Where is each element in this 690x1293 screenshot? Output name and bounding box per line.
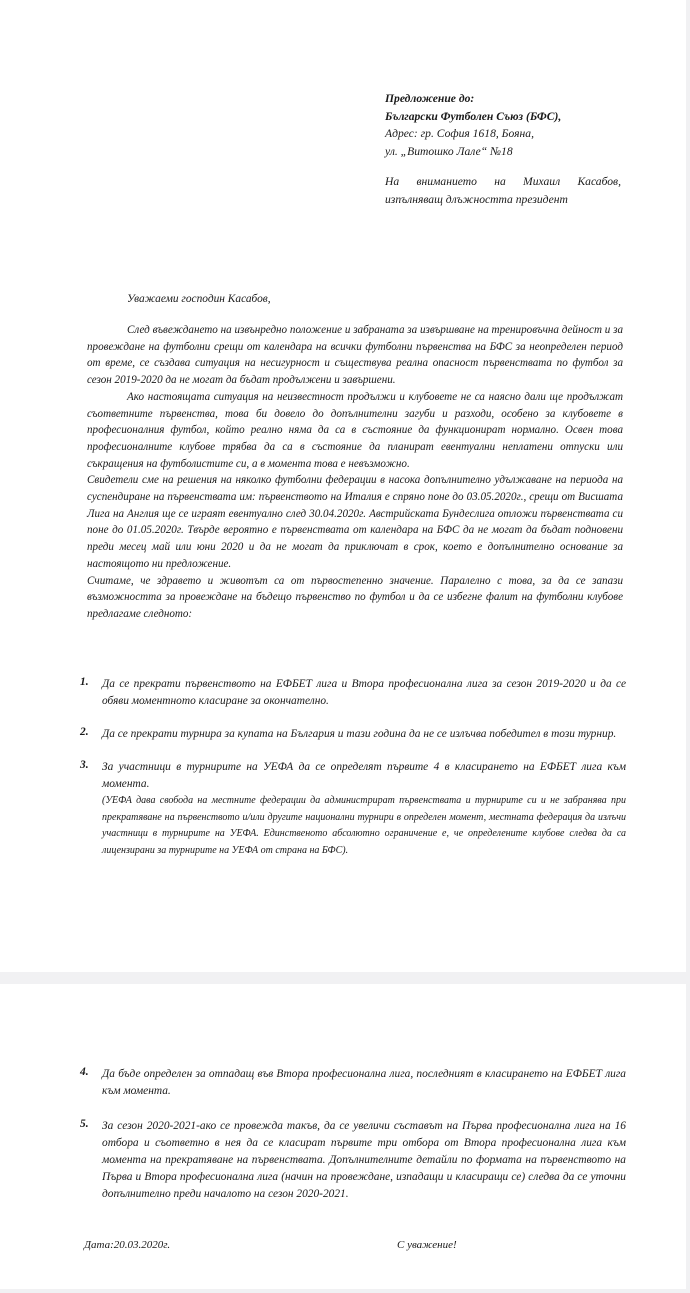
- list-item: [80, 676, 626, 710]
- salutation: Уважаеми господин Касабов,: [127, 293, 271, 305]
- list-item: [80, 1118, 626, 1203]
- list-item-number: 5.: [80, 1118, 89, 1130]
- letter-date: Дата:20.03.2020г.: [84, 1239, 171, 1251]
- document-page-2: [0, 984, 686, 1289]
- recipient-address: [385, 90, 561, 160]
- list-item-number: 1.: [80, 676, 89, 688]
- list-item-text: Да се прекрати турнира за купата на България и тази година да не се излъчва победител в този турнир.: [102, 728, 617, 740]
- address-organization: Български Футболен Съюз (БФС),: [385, 109, 562, 123]
- list-item: [80, 1066, 626, 1100]
- body-paragraph: Считаме, че здравето и животът са от първостепенно значение. Паралелно с това, за да се запази възможността за провеждане на бъдещо първенство по футбол и да се избегне фалит на футболни клубове предлагаме следното:: [87, 574, 623, 620]
- letter-body: [87, 322, 623, 623]
- address-street: ул. „Витошко Лале“ №18: [385, 144, 513, 158]
- list-item-note: (УЕФА дава свобода на местните федерации да администрират първенствата и турнирите си и не забранява при прекратяване на първенството и/или другите национални турнири в определен момент, местната федерация да излъчи участници в турнирите на УЕФА. Единственото абсолютно ограничение е, че определените клубове следва да са лицензирани за турнирите на УЕФА от страна на БФС).: [102, 795, 626, 856]
- list-item: [80, 759, 626, 859]
- list-item-number: 2.: [80, 726, 89, 738]
- body-paragraph: Свидетели сме на решения на няколко футболни федерации в насока допълнително удължаване на периода на суспендиране на първенствата им: първенството на Италия е спряно поне до 03.05.2020г., срещи от Висшата Лига на Англия ще се играят евентуално след 30.04.2020г. Австрийската Бундеслига отложи първенствата си поне до 01.05.2020г. Твърде вероятно е първенствата от календара на БФС да не могат да бъдат подновени преди месец май или юни 2020 и да не могат да приключат в срок, което е допълнително основание за настоящото ни предложение.: [87, 474, 623, 570]
- list-item-number: 3.: [80, 759, 89, 771]
- list-item: [80, 726, 626, 743]
- letter-closing: С уважение!: [397, 1239, 457, 1251]
- address-heading: Предложение до:: [385, 92, 475, 105]
- attention-line: На вниманието на Михаил Касабов, изпълняващ длъжността президент: [385, 175, 621, 206]
- list-item-text: За участници в турнирите на УЕФА да се определят първите 4 в класирането на ЕФБЕТ лига към момента.: [102, 761, 626, 790]
- body-paragraph: Ако настоящата ситуация на неизвестност продължи и клубовете не са наясно дали ще продължат съответните първенства, това би довело до допълнителни загуби и разходи, особено за клубовете в професионалния футбол, който реално няма да са в състояние да функционират нормално. Освен това професионалните клубове трябва да са в състояние да планират евентуални неплатени отпуски или съкращения на футболистите си, а в момента това е невъзможно.: [87, 390, 623, 470]
- proposal-list-continued: [80, 1066, 626, 1203]
- proposal-list: [80, 676, 626, 859]
- body-paragraph: След въвеждането на извънредно положение и забраната за извършване на тренировъчна дейност и за провеждане на футболни срещи от календара на всички футболни първенства на БФС за неопределен период от време, се създава ситуация на несигурност и съществува реална опасност първенствата по футбол за сезон 2019-2020 да не могат да бъдат продължени и завършени.: [87, 324, 623, 387]
- list-item-text: За сезон 2020-2021-ако се провежда такъв, да се увеличи съставът на Първа професионална лига на 16 отбора и съответно в нея да се класират първите три отбора от Втора професионална лига към момента на прекратяване на първенствата. Допълнителните детайли по формата на първенството на Първа и Втора професионална лига (начин на провеждане, изпадащи и класиращи се) следва да се уточни допълнително преди началото на сезон 2020-2021.: [102, 1120, 626, 1200]
- list-item-text: Да се прекрати първенството на ЕФБЕТ лига и Втора професионална лига за сезон 2019-2020 и да се обяви моментното класиране за окончателно.: [102, 678, 626, 707]
- address-city: Адрес: гр. София 1618, Бояна,: [385, 127, 534, 140]
- list-item-number: 4.: [80, 1066, 89, 1078]
- list-item-text: Да бъде определен за отпадащ във Втора професионална лига, последният в класирането на ЕФБЕТ лига към момента.: [102, 1068, 626, 1097]
